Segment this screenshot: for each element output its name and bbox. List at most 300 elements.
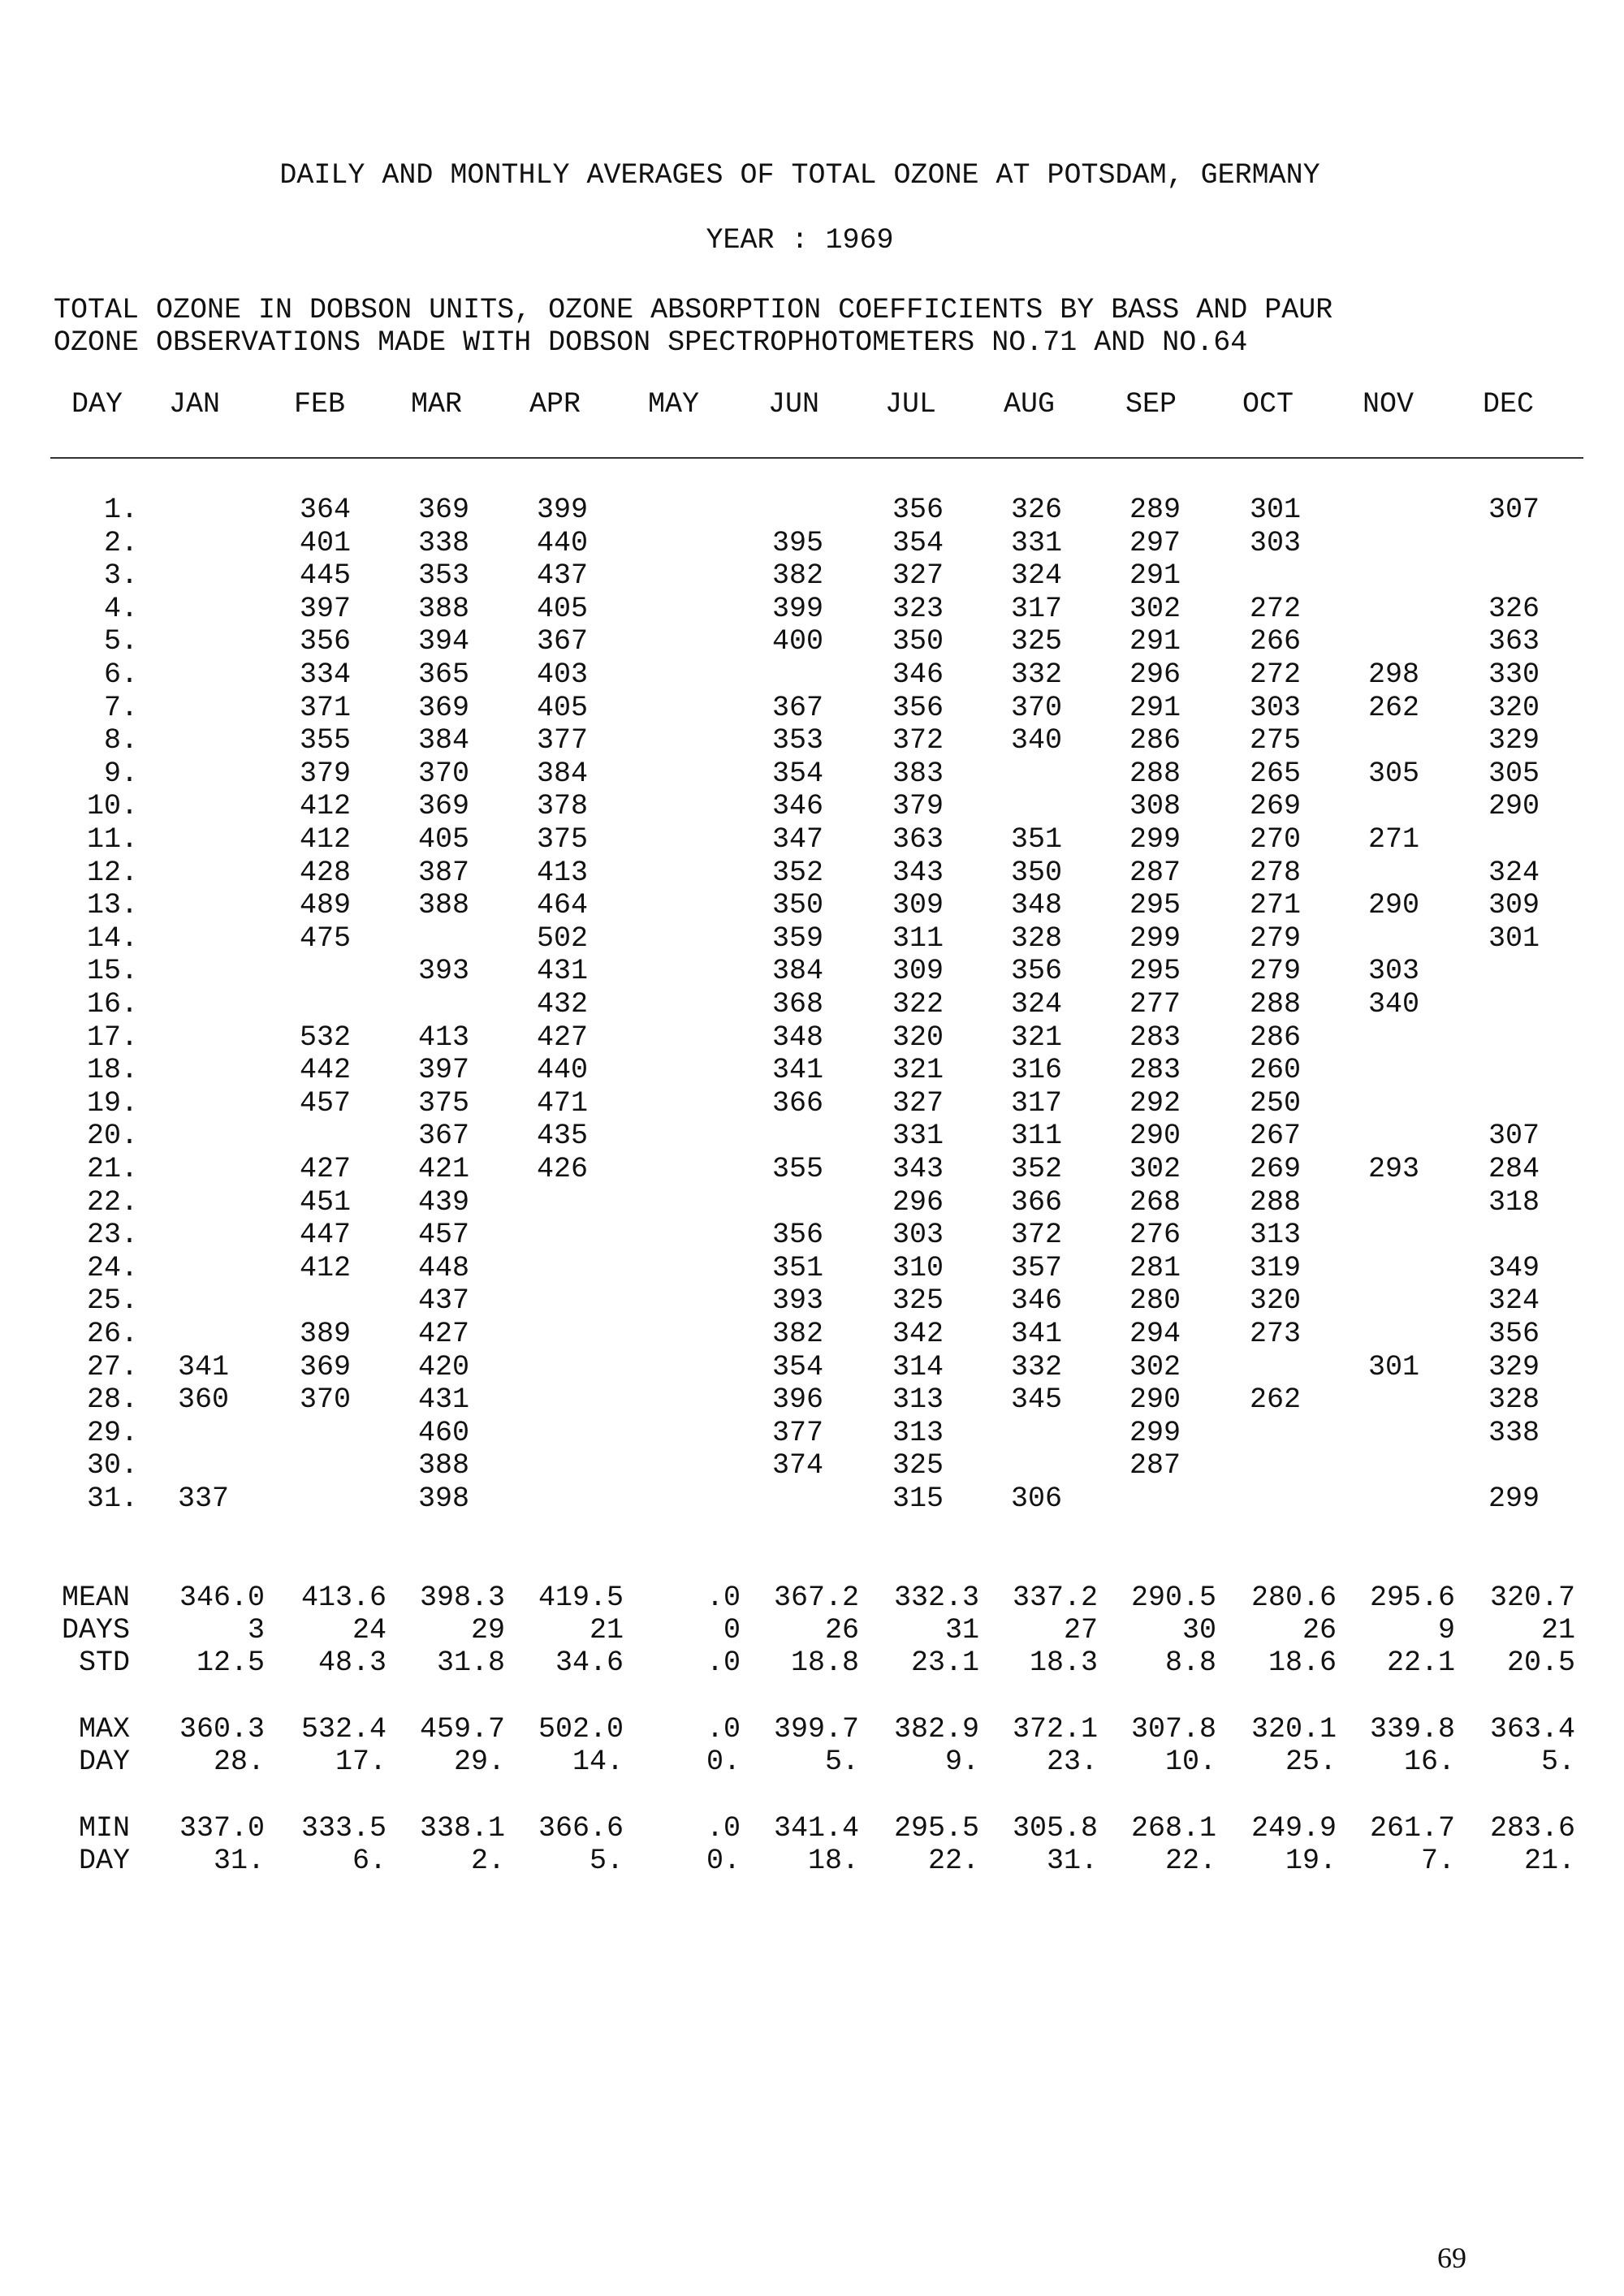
ozone-value-feb: 356 bbox=[299, 625, 351, 658]
stat-value-mar: 29. bbox=[453, 1746, 505, 1778]
stat-value-jul: 295.5 bbox=[893, 1812, 979, 1845]
stat-value-feb: 532.4 bbox=[300, 1713, 387, 1746]
ozone-value-jun: 352 bbox=[771, 856, 823, 889]
ozone-value-oct: 279 bbox=[1249, 921, 1301, 955]
ozone-value-mar: 427 bbox=[417, 1318, 469, 1350]
ozone-value-sep: 289 bbox=[1129, 494, 1181, 526]
stat-value-aug: 18.3 bbox=[1029, 1646, 1098, 1679]
ozone-value-oct: 271 bbox=[1249, 889, 1301, 922]
ozone-value-aug: 324 bbox=[1010, 988, 1062, 1021]
ozone-value-mar: 370 bbox=[417, 757, 469, 790]
ozone-value-jul: 323 bbox=[892, 592, 944, 625]
ozone-value-oct: 267 bbox=[1249, 1120, 1301, 1153]
ozone-value-feb: 412 bbox=[299, 823, 351, 856]
ozone-value-aug: 356 bbox=[1010, 955, 1062, 988]
stat-label: MAX bbox=[78, 1713, 130, 1746]
ozone-value-jun: 350 bbox=[771, 889, 823, 922]
ozone-value-aug: 345 bbox=[1010, 1383, 1062, 1417]
column-header-oct: OCT bbox=[1242, 388, 1294, 421]
ozone-value-sep: 292 bbox=[1129, 1086, 1181, 1120]
day-label: 31. bbox=[86, 1482, 138, 1515]
ozone-value-jun: 351 bbox=[771, 1251, 823, 1284]
ozone-value-jul: 327 bbox=[892, 1086, 944, 1120]
ozone-value-jul: 343 bbox=[892, 1153, 944, 1185]
ozone-value-apr: 432 bbox=[536, 988, 588, 1021]
stat-value-jan: 3 bbox=[247, 1614, 265, 1646]
ozone-value-feb: 447 bbox=[299, 1219, 351, 1252]
stat-value-apr: 34.6 bbox=[555, 1646, 624, 1679]
ozone-value-dec: 329 bbox=[1488, 724, 1540, 757]
ozone-value-apr: 413 bbox=[536, 856, 588, 889]
ozone-value-nov: 340 bbox=[1367, 988, 1419, 1021]
ozone-value-jun: 396 bbox=[771, 1383, 823, 1417]
stat-value-sep: 307.8 bbox=[1130, 1713, 1216, 1746]
stat-value-nov: 22.1 bbox=[1386, 1646, 1455, 1679]
stat-value-jan: 12.5 bbox=[196, 1646, 265, 1679]
stat-value-sep: 268.1 bbox=[1130, 1812, 1216, 1845]
ozone-value-dec: 363 bbox=[1488, 625, 1540, 658]
ozone-value-apr: 435 bbox=[536, 1120, 588, 1153]
ozone-value-apr: 377 bbox=[536, 724, 588, 757]
stat-value-aug: 31. bbox=[1046, 1845, 1098, 1877]
ozone-value-feb: 371 bbox=[299, 691, 351, 724]
stat-value-feb: 413.6 bbox=[300, 1582, 387, 1614]
ozone-value-sep: 283 bbox=[1129, 1021, 1181, 1054]
ozone-value-oct: 313 bbox=[1249, 1219, 1301, 1252]
stat-value-jan: 31. bbox=[213, 1845, 265, 1877]
ozone-value-sep: 299 bbox=[1129, 921, 1181, 955]
stat-label: STD bbox=[78, 1646, 130, 1679]
ozone-value-mar: 405 bbox=[417, 823, 469, 856]
ozone-value-aug: 332 bbox=[1010, 658, 1062, 691]
ozone-value-mar: 365 bbox=[417, 658, 469, 691]
ozone-value-mar: 460 bbox=[417, 1416, 469, 1449]
ozone-value-jun: 400 bbox=[771, 625, 823, 658]
ozone-value-oct: 250 bbox=[1249, 1086, 1301, 1120]
stat-value-oct: 280.6 bbox=[1250, 1582, 1337, 1614]
ozone-value-aug: 348 bbox=[1010, 889, 1062, 922]
ozone-value-jun: 395 bbox=[771, 526, 823, 559]
column-header-jul: JUL bbox=[885, 388, 937, 421]
stat-value-mar: 398.3 bbox=[419, 1582, 505, 1614]
day-label: 6. bbox=[103, 658, 138, 691]
day-label: 3. bbox=[103, 559, 138, 593]
ozone-value-oct: 278 bbox=[1249, 856, 1301, 889]
description-line-1: TOTAL OZONE IN DOBSON UNITS, OZONE ABSORPTION COEFFICIENTS BY BASS AND PAUR bbox=[54, 294, 1333, 326]
ozone-value-dec: 318 bbox=[1488, 1185, 1540, 1219]
stat-value-dec: 320.7 bbox=[1489, 1582, 1575, 1614]
day-label: 23. bbox=[86, 1219, 138, 1252]
ozone-value-feb: 370 bbox=[299, 1383, 351, 1417]
ozone-value-mar: 420 bbox=[417, 1350, 469, 1383]
stat-value-aug: 372.1 bbox=[1012, 1713, 1098, 1746]
ozone-value-jun: 354 bbox=[771, 1350, 823, 1383]
ozone-value-feb: 412 bbox=[299, 1251, 351, 1284]
ozone-value-apr: 427 bbox=[536, 1021, 588, 1054]
column-header-may: MAY bbox=[648, 388, 700, 421]
stat-value-apr: 366.6 bbox=[538, 1812, 624, 1845]
year-line: YEAR : 1969 bbox=[706, 224, 894, 257]
ozone-value-mar: 375 bbox=[417, 1086, 469, 1120]
ozone-value-aug: 331 bbox=[1010, 526, 1062, 559]
stat-value-nov: 339.8 bbox=[1369, 1713, 1455, 1746]
ozone-value-apr: 403 bbox=[536, 658, 588, 691]
column-header-nov: NOV bbox=[1363, 388, 1415, 421]
ozone-value-aug: 366 bbox=[1010, 1185, 1062, 1219]
stat-value-jul: 382.9 bbox=[893, 1713, 979, 1746]
ozone-value-aug: 321 bbox=[1010, 1021, 1062, 1054]
ozone-value-sep: 302 bbox=[1129, 592, 1181, 625]
ozone-value-sep: 290 bbox=[1129, 1120, 1181, 1153]
stat-value-feb: 6. bbox=[352, 1845, 387, 1877]
day-label: 22. bbox=[86, 1185, 138, 1219]
stat-value-jun: 399.7 bbox=[773, 1713, 859, 1746]
ozone-value-dec: 307 bbox=[1488, 1120, 1540, 1153]
ozone-value-mar: 457 bbox=[417, 1219, 469, 1252]
header-divider bbox=[50, 457, 1583, 459]
ozone-value-mar: 393 bbox=[417, 955, 469, 988]
column-header-sep: SEP bbox=[1125, 388, 1177, 421]
ozone-value-apr: 437 bbox=[536, 559, 588, 593]
stat-value-feb: 24 bbox=[352, 1614, 387, 1646]
stat-value-apr: 14. bbox=[572, 1746, 624, 1778]
ozone-value-dec: 299 bbox=[1488, 1482, 1540, 1515]
ozone-value-feb: 489 bbox=[299, 889, 351, 922]
day-label: 7. bbox=[103, 691, 138, 724]
ozone-value-aug: 340 bbox=[1010, 724, 1062, 757]
ozone-value-jul: 372 bbox=[892, 724, 944, 757]
day-label: 26. bbox=[86, 1318, 138, 1350]
stat-value-oct: 320.1 bbox=[1250, 1713, 1337, 1746]
ozone-value-feb: 412 bbox=[299, 790, 351, 823]
stat-value-sep: 22. bbox=[1164, 1845, 1216, 1877]
ozone-value-apr: 378 bbox=[536, 790, 588, 823]
ozone-value-feb: 445 bbox=[299, 559, 351, 593]
day-label: 27. bbox=[86, 1350, 138, 1383]
stat-value-jun: 18.8 bbox=[790, 1646, 859, 1679]
ozone-value-jun: 393 bbox=[771, 1284, 823, 1318]
stat-value-sep: 30 bbox=[1181, 1614, 1216, 1646]
day-label: 18. bbox=[86, 1054, 138, 1087]
stat-value-jun: 26 bbox=[824, 1614, 859, 1646]
ozone-value-dec: 301 bbox=[1488, 921, 1540, 955]
ozone-value-mar: 439 bbox=[417, 1185, 469, 1219]
stat-value-jan: 346.0 bbox=[179, 1582, 265, 1614]
ozone-value-sep: 276 bbox=[1129, 1219, 1181, 1252]
ozone-value-aug: 370 bbox=[1010, 691, 1062, 724]
stat-value-jun: 341.4 bbox=[773, 1812, 859, 1845]
ozone-value-aug: 317 bbox=[1010, 1086, 1062, 1120]
ozone-value-mar: 421 bbox=[417, 1153, 469, 1185]
stat-value-jul: 9. bbox=[944, 1746, 979, 1778]
ozone-value-aug: 306 bbox=[1010, 1482, 1062, 1515]
ozone-value-feb: 475 bbox=[299, 921, 351, 955]
ozone-value-jun: 382 bbox=[771, 1318, 823, 1350]
ozone-value-jul: 321 bbox=[892, 1054, 944, 1087]
ozone-value-nov: 290 bbox=[1367, 889, 1419, 922]
ozone-value-sep: 286 bbox=[1129, 724, 1181, 757]
ozone-value-jul: 354 bbox=[892, 526, 944, 559]
stat-value-oct: 25. bbox=[1285, 1746, 1337, 1778]
ozone-value-jun: 377 bbox=[771, 1416, 823, 1449]
ozone-value-oct: 272 bbox=[1249, 592, 1301, 625]
ozone-value-jul: 322 bbox=[892, 988, 944, 1021]
stat-value-feb: 17. bbox=[335, 1746, 387, 1778]
ozone-value-mar: 448 bbox=[417, 1251, 469, 1284]
ozone-value-apr: 399 bbox=[536, 494, 588, 526]
ozone-value-feb: 379 bbox=[299, 757, 351, 790]
day-label: 14. bbox=[86, 921, 138, 955]
page-title: DAILY AND MONTHLY AVERAGES OF TOTAL OZONE AT POTSDAM, GERMANY bbox=[279, 159, 1320, 192]
day-label: 13. bbox=[86, 889, 138, 922]
day-label: 4. bbox=[103, 592, 138, 625]
ozone-value-jun: 359 bbox=[771, 921, 823, 955]
ozone-value-jul: 311 bbox=[892, 921, 944, 955]
ozone-value-feb: 389 bbox=[299, 1318, 351, 1350]
stat-value-may: 0 bbox=[723, 1614, 741, 1646]
stat-value-jun: 367.2 bbox=[773, 1582, 859, 1614]
ozone-value-oct: 273 bbox=[1249, 1318, 1301, 1350]
ozone-value-jul: 325 bbox=[892, 1449, 944, 1482]
stat-value-mar: 2. bbox=[470, 1845, 505, 1877]
stat-label: DAY bbox=[78, 1845, 130, 1877]
ozone-value-jul: 383 bbox=[892, 757, 944, 790]
ozone-value-feb: 355 bbox=[299, 724, 351, 757]
ozone-value-feb: 428 bbox=[299, 856, 351, 889]
ozone-value-jun: 341 bbox=[771, 1054, 823, 1087]
ozone-value-apr: 440 bbox=[536, 1054, 588, 1087]
stat-value-may: .0 bbox=[706, 1646, 741, 1679]
ozone-value-aug: 326 bbox=[1010, 494, 1062, 526]
ozone-value-aug: 351 bbox=[1010, 823, 1062, 856]
ozone-value-mar: 384 bbox=[417, 724, 469, 757]
stat-value-apr: 21 bbox=[589, 1614, 624, 1646]
ozone-value-jul: 356 bbox=[892, 691, 944, 724]
ozone-value-nov: 262 bbox=[1367, 691, 1419, 724]
ozone-value-jul: 325 bbox=[892, 1284, 944, 1318]
day-label: 24. bbox=[86, 1251, 138, 1284]
stat-value-nov: 261.7 bbox=[1369, 1812, 1455, 1845]
column-header-day: DAY bbox=[71, 388, 123, 421]
ozone-value-aug: 350 bbox=[1010, 856, 1062, 889]
ozone-value-aug: 317 bbox=[1010, 592, 1062, 625]
stat-value-nov: 7. bbox=[1420, 1845, 1455, 1877]
ozone-value-feb: 364 bbox=[299, 494, 351, 526]
stat-value-aug: 23. bbox=[1046, 1746, 1098, 1778]
ozone-value-dec: 324 bbox=[1488, 1284, 1540, 1318]
stat-value-aug: 337.2 bbox=[1012, 1582, 1098, 1614]
ozone-value-apr: 431 bbox=[536, 955, 588, 988]
ozone-value-jul: 327 bbox=[892, 559, 944, 593]
ozone-value-feb: 532 bbox=[299, 1021, 351, 1054]
ozone-value-mar: 397 bbox=[417, 1054, 469, 1087]
ozone-value-nov: 271 bbox=[1367, 823, 1419, 856]
ozone-value-oct: 319 bbox=[1249, 1251, 1301, 1284]
ozone-value-dec: 338 bbox=[1488, 1416, 1540, 1449]
stat-value-apr: 5. bbox=[589, 1845, 624, 1877]
ozone-value-dec: 305 bbox=[1488, 757, 1540, 790]
stat-value-jul: 31 bbox=[944, 1614, 979, 1646]
ozone-value-jan: 341 bbox=[177, 1350, 229, 1383]
ozone-value-oct: 265 bbox=[1249, 757, 1301, 790]
ozone-value-feb: 442 bbox=[299, 1054, 351, 1087]
ozone-value-oct: 266 bbox=[1249, 625, 1301, 658]
column-header-aug: AUG bbox=[1004, 388, 1056, 421]
ozone-value-sep: 291 bbox=[1129, 691, 1181, 724]
ozone-value-jul: 363 bbox=[892, 823, 944, 856]
ozone-value-jun: 368 bbox=[771, 988, 823, 1021]
day-label: 1. bbox=[103, 494, 138, 526]
ozone-value-dec: 320 bbox=[1488, 691, 1540, 724]
ozone-value-sep: 299 bbox=[1129, 1416, 1181, 1449]
ozone-value-dec: 330 bbox=[1488, 658, 1540, 691]
stat-label: DAY bbox=[78, 1746, 130, 1778]
ozone-value-mar: 387 bbox=[417, 856, 469, 889]
ozone-value-apr: 384 bbox=[536, 757, 588, 790]
day-label: 2. bbox=[103, 526, 138, 559]
stat-value-dec: 363.4 bbox=[1489, 1713, 1575, 1746]
ozone-value-jun: 356 bbox=[771, 1219, 823, 1252]
ozone-value-apr: 426 bbox=[536, 1153, 588, 1185]
stat-value-sep: 10. bbox=[1164, 1746, 1216, 1778]
ozone-value-aug: 352 bbox=[1010, 1153, 1062, 1185]
stat-value-may: .0 bbox=[706, 1812, 741, 1845]
ozone-value-oct: 269 bbox=[1249, 1153, 1301, 1185]
ozone-value-dec: 326 bbox=[1488, 592, 1540, 625]
ozone-value-dec: 324 bbox=[1488, 856, 1540, 889]
day-label: 5. bbox=[103, 625, 138, 658]
ozone-value-mar: 394 bbox=[417, 625, 469, 658]
ozone-value-aug: 316 bbox=[1010, 1054, 1062, 1087]
stat-value-oct: 19. bbox=[1285, 1845, 1337, 1877]
ozone-value-aug: 346 bbox=[1010, 1284, 1062, 1318]
stat-value-dec: 21 bbox=[1540, 1614, 1575, 1646]
ozone-value-oct: 269 bbox=[1249, 790, 1301, 823]
ozone-value-feb: 334 bbox=[299, 658, 351, 691]
ozone-value-oct: 275 bbox=[1249, 724, 1301, 757]
day-label: 9. bbox=[103, 757, 138, 790]
stat-value-may: .0 bbox=[706, 1582, 741, 1614]
ozone-value-jul: 303 bbox=[892, 1219, 944, 1252]
column-header-mar: MAR bbox=[411, 388, 463, 421]
ozone-value-oct: 286 bbox=[1249, 1021, 1301, 1054]
stat-label: DAYS bbox=[61, 1614, 130, 1646]
ozone-value-sep: 296 bbox=[1129, 658, 1181, 691]
ozone-value-oct: 288 bbox=[1249, 988, 1301, 1021]
ozone-value-nov: 301 bbox=[1367, 1350, 1419, 1383]
ozone-value-jul: 350 bbox=[892, 625, 944, 658]
day-label: 20. bbox=[86, 1120, 138, 1153]
ozone-value-nov: 303 bbox=[1367, 955, 1419, 988]
ozone-value-jun: 384 bbox=[771, 955, 823, 988]
stat-value-nov: 9 bbox=[1437, 1614, 1455, 1646]
stat-value-aug: 27 bbox=[1063, 1614, 1098, 1646]
ozone-value-sep: 299 bbox=[1129, 823, 1181, 856]
ozone-value-mar: 388 bbox=[417, 889, 469, 922]
column-header-jun: JUN bbox=[768, 388, 820, 421]
ozone-value-sep: 288 bbox=[1129, 757, 1181, 790]
ozone-value-aug: 357 bbox=[1010, 1251, 1062, 1284]
ozone-value-jul: 315 bbox=[892, 1482, 944, 1515]
ozone-value-jul: 310 bbox=[892, 1251, 944, 1284]
ozone-value-dec: 290 bbox=[1488, 790, 1540, 823]
ozone-value-sep: 277 bbox=[1129, 988, 1181, 1021]
stat-label: MEAN bbox=[61, 1582, 130, 1614]
day-label: 16. bbox=[86, 988, 138, 1021]
ozone-value-sep: 308 bbox=[1129, 790, 1181, 823]
ozone-value-apr: 440 bbox=[536, 526, 588, 559]
ozone-value-jul: 343 bbox=[892, 856, 944, 889]
stat-label: MIN bbox=[78, 1812, 130, 1845]
ozone-value-sep: 290 bbox=[1129, 1383, 1181, 1417]
stat-value-nov: 295.6 bbox=[1369, 1582, 1455, 1614]
stat-value-apr: 502.0 bbox=[538, 1713, 624, 1746]
stat-value-sep: 8.8 bbox=[1164, 1646, 1216, 1679]
ozone-value-mar: 369 bbox=[417, 494, 469, 526]
ozone-value-apr: 502 bbox=[536, 921, 588, 955]
stat-value-aug: 305.8 bbox=[1012, 1812, 1098, 1845]
ozone-value-oct: 279 bbox=[1249, 955, 1301, 988]
ozone-value-aug: 325 bbox=[1010, 625, 1062, 658]
ozone-value-oct: 303 bbox=[1249, 526, 1301, 559]
ozone-value-mar: 388 bbox=[417, 592, 469, 625]
ozone-value-mar: 437 bbox=[417, 1284, 469, 1318]
ozone-value-aug: 324 bbox=[1010, 559, 1062, 593]
ozone-value-feb: 451 bbox=[299, 1185, 351, 1219]
ozone-value-sep: 291 bbox=[1129, 559, 1181, 593]
ozone-value-oct: 301 bbox=[1249, 494, 1301, 526]
ozone-value-feb: 397 bbox=[299, 592, 351, 625]
ozone-value-oct: 303 bbox=[1249, 691, 1301, 724]
ozone-value-oct: 272 bbox=[1249, 658, 1301, 691]
ozone-value-mar: 369 bbox=[417, 790, 469, 823]
ozone-value-feb: 401 bbox=[299, 526, 351, 559]
stat-value-jul: 23.1 bbox=[910, 1646, 979, 1679]
ozone-value-dec: 356 bbox=[1488, 1318, 1540, 1350]
stat-value-dec: 5. bbox=[1540, 1746, 1575, 1778]
stat-value-jul: 332.3 bbox=[893, 1582, 979, 1614]
stat-value-apr: 419.5 bbox=[538, 1582, 624, 1614]
day-label: 17. bbox=[86, 1021, 138, 1054]
ozone-value-sep: 295 bbox=[1129, 889, 1181, 922]
day-label: 19. bbox=[86, 1086, 138, 1120]
ozone-value-jun: 353 bbox=[771, 724, 823, 757]
stat-value-oct: 18.6 bbox=[1268, 1646, 1337, 1679]
stat-value-jan: 360.3 bbox=[179, 1713, 265, 1746]
ozone-value-jul: 309 bbox=[892, 889, 944, 922]
day-label: 30. bbox=[86, 1449, 138, 1482]
ozone-value-jul: 309 bbox=[892, 955, 944, 988]
ozone-value-oct: 262 bbox=[1249, 1383, 1301, 1417]
stat-value-jul: 22. bbox=[927, 1845, 979, 1877]
column-header-jan: JAN bbox=[169, 388, 221, 421]
ozone-value-jul: 356 bbox=[892, 494, 944, 526]
ozone-value-jul: 313 bbox=[892, 1416, 944, 1449]
ozone-value-mar: 369 bbox=[417, 691, 469, 724]
ozone-value-jun: 355 bbox=[771, 1153, 823, 1185]
ozone-value-aug: 328 bbox=[1010, 921, 1062, 955]
ozone-value-jan: 360 bbox=[177, 1383, 229, 1417]
day-label: 29. bbox=[86, 1416, 138, 1449]
ozone-value-aug: 311 bbox=[1010, 1120, 1062, 1153]
stat-value-sep: 290.5 bbox=[1130, 1582, 1216, 1614]
ozone-value-oct: 270 bbox=[1249, 823, 1301, 856]
ozone-value-dec: 329 bbox=[1488, 1350, 1540, 1383]
ozone-value-jan: 337 bbox=[177, 1482, 229, 1515]
stat-value-nov: 16. bbox=[1403, 1746, 1455, 1778]
ozone-value-nov: 298 bbox=[1367, 658, 1419, 691]
ozone-value-jul: 320 bbox=[892, 1021, 944, 1054]
